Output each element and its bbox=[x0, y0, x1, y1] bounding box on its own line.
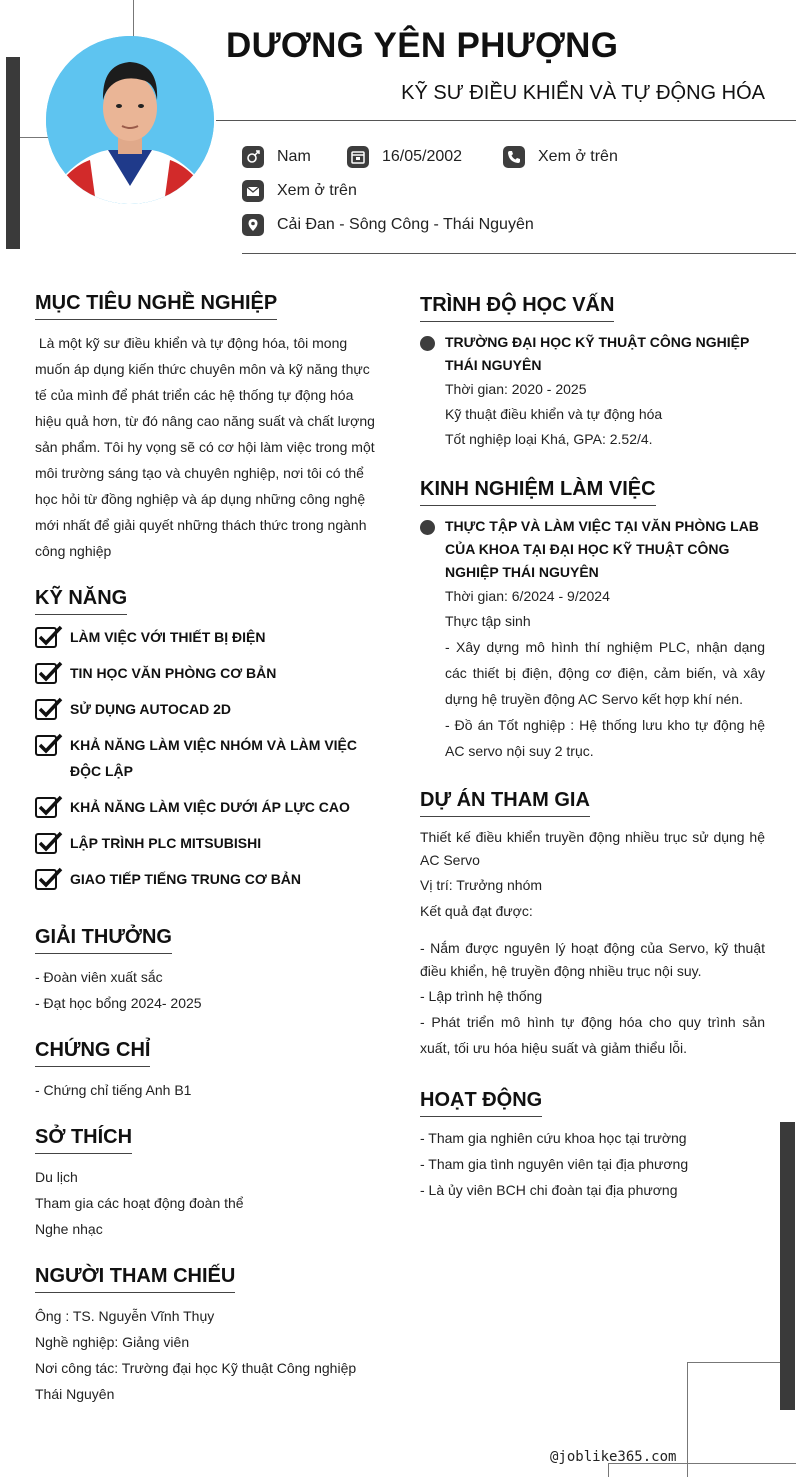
experience-entry bbox=[445, 515, 765, 764]
checkbox-icon bbox=[35, 732, 63, 756]
reference-line: Nghề nghiệp: Giảng viên bbox=[35, 1334, 190, 1350]
project-name: Thiết kế điều khiển truyền động nhiều trục sử dụng hệ AC Servo bbox=[420, 829, 765, 868]
checkbox-icon bbox=[35, 830, 63, 854]
checkbox-icon bbox=[35, 660, 63, 684]
checkbox-icon bbox=[35, 624, 63, 648]
skill-label: KHẢ NĂNG LÀM VIỆC DƯỚI ÁP LỰC CAO bbox=[70, 799, 350, 815]
objective-title: MỤC TIÊU NGHỀ NGHIỆP bbox=[35, 292, 277, 320]
left-deco-bar bbox=[6, 57, 20, 249]
objective-line: muốn áp dụng kiến thức chuyên môn và kỹ năng thực bbox=[35, 361, 370, 377]
corner-line-v bbox=[687, 1362, 688, 1477]
education-entry bbox=[445, 331, 765, 452]
gender-info bbox=[242, 146, 311, 168]
objective-text bbox=[35, 330, 395, 564]
corner-line-h bbox=[687, 1362, 780, 1363]
footer-watermark: @joblike365.com bbox=[550, 1449, 677, 1465]
project-result: - Lập trình hệ thống bbox=[420, 988, 543, 1004]
reference-line: Ông : TS. Nguyễn Vĩnh Thụy bbox=[35, 1308, 215, 1324]
header-divider-bottom bbox=[242, 253, 796, 254]
education-time: Thời gian: 2020 - 2025 bbox=[445, 381, 587, 397]
activity-item: - Tham gia nghiên cứu khoa học tại trường bbox=[420, 1130, 687, 1146]
candidate-name: DƯƠNG YÊN PHƯỢNG bbox=[226, 26, 619, 65]
skill-item bbox=[35, 624, 385, 650]
calendar-icon bbox=[347, 146, 369, 168]
references-title: NGƯỜI THAM CHIẾU bbox=[35, 1265, 235, 1293]
left-horizontal-line bbox=[20, 137, 48, 138]
job-title: KỸ SƯ ĐIỀU KHIỂN VÀ TỰ ĐỘNG HÓA bbox=[401, 82, 765, 104]
skill-label: KHẢ NĂNG LÀM VIỆC NHÓM VÀ LÀM VIỆC ĐỘC LẬP bbox=[70, 737, 357, 779]
objective-line: môi trường sáng tạo và chuyên nghiệp, nơi tôi có thể bbox=[35, 465, 364, 481]
checkbox-icon bbox=[35, 794, 63, 818]
experience-time: Thời gian: 6/2024 - 9/2024 bbox=[445, 588, 610, 604]
project-entry bbox=[420, 826, 765, 1061]
skill-item bbox=[35, 830, 385, 856]
skill-label: LÀM VIỆC VỚI THIẾT BỊ ĐIỆN bbox=[70, 629, 266, 645]
gender-icon bbox=[242, 146, 264, 168]
skill-item bbox=[35, 732, 385, 784]
address-value: Cải Đan - Sông Công - Thái Nguyên bbox=[277, 216, 534, 233]
objective-line: tế của mình để phát triển các hệ thống tự động hóa bbox=[35, 387, 354, 403]
objective-line: Là một kỹ sư điều khiển và tự động hóa, tôi mong bbox=[35, 335, 348, 351]
skill-item bbox=[35, 866, 385, 892]
email-icon bbox=[242, 180, 264, 202]
activity-item: - Là ủy viên BCH chi đoàn tại địa phương bbox=[420, 1182, 678, 1198]
corner-line-v2 bbox=[608, 1463, 609, 1477]
right-deco-bar bbox=[780, 1122, 795, 1410]
person-photo-icon bbox=[46, 36, 214, 204]
experience-title: KINH NGHIỆM LÀM VIỆC bbox=[420, 478, 656, 506]
skills-title: KỸ NĂNG bbox=[35, 587, 127, 615]
projects-title: DỰ ÁN THAM GIA bbox=[420, 789, 590, 817]
references-text bbox=[35, 1303, 395, 1407]
address-info bbox=[242, 214, 534, 236]
education-result: Tốt nghiệp loại Khá, GPA: 2.52/4. bbox=[445, 431, 653, 447]
certificate-item: - Chứng chỉ tiếng Anh B1 bbox=[35, 1082, 192, 1098]
birthday-value: 16/05/2002 bbox=[382, 148, 463, 165]
award-item: - Đoàn viên xuất sắc bbox=[35, 969, 163, 985]
skill-label: SỬ DỤNG AUTOCAD 2D bbox=[70, 701, 231, 717]
experience-desc: - Đồ án Tốt nghiệp : Hệ thống lưu kho tự động hệ AC servo nội suy 2 trục. bbox=[445, 717, 765, 759]
project-result: - Phát triển mô hình tự động hóa cho quy trình sản xuất, tối ưu hóa hiệu suất và giảm thiểu lỗi. bbox=[420, 1014, 765, 1056]
checkbox-icon bbox=[35, 866, 63, 890]
project-position: Vị trí: Trưởng nhóm bbox=[420, 877, 543, 893]
checkbox-icon bbox=[35, 696, 63, 720]
skill-item bbox=[35, 794, 385, 820]
project-result-label: Kết quả đạt được: bbox=[420, 903, 533, 919]
objective-line: học hỏi từ đồng nghiệp và áp dụng những công nghệ bbox=[35, 491, 366, 507]
activities-list bbox=[420, 1125, 765, 1203]
award-item: - Đạt học bổng 2024- 2025 bbox=[35, 995, 202, 1011]
objective-line: công nghiệp bbox=[35, 543, 112, 559]
skill-item bbox=[35, 660, 385, 686]
objective-line: hiệu quả hơn, từ đó nâng cao năng suất và chất lượng bbox=[35, 413, 375, 429]
project-result: - Nắm được nguyên lý hoạt động của Servo, kỹ thuật điều khiển, hệ truyền động nhiều trục nội suy. bbox=[420, 940, 765, 979]
birthday-info bbox=[347, 146, 462, 168]
awards-list bbox=[35, 964, 395, 1016]
education-major: Kỹ thuật điều khiển và tự động hóa bbox=[445, 406, 663, 422]
hobby-item: Nghe nhạc bbox=[35, 1221, 103, 1237]
activities-title: HOẠT ĐỘNG bbox=[420, 1089, 542, 1117]
email-value: Xem ở trên bbox=[277, 182, 357, 199]
reference-line: Thái Nguyên bbox=[35, 1386, 115, 1402]
certificates-title: CHỨNG CHỈ bbox=[35, 1039, 150, 1067]
education-title: TRÌNH ĐỘ HỌC VẤN bbox=[420, 294, 614, 322]
phone-value: Xem ở trên bbox=[538, 148, 618, 165]
hobbies-list bbox=[35, 1164, 395, 1242]
hobbies-title: SỞ THÍCH bbox=[35, 1126, 132, 1154]
top-vertical-line bbox=[133, 0, 134, 38]
phone-info bbox=[503, 146, 618, 168]
skill-label: GIAO TIẾP TIẾNG TRUNG CƠ BẢN bbox=[70, 871, 302, 887]
location-icon bbox=[242, 214, 264, 236]
bullet-icon bbox=[420, 336, 435, 351]
education-school: TRƯỜNG ĐẠI HỌC KỸ THUẬT CÔNG NGHIỆP THÁI NGUYÊN bbox=[445, 334, 750, 373]
skill-item bbox=[35, 696, 385, 722]
certificates-list bbox=[35, 1077, 395, 1103]
skill-label: LẬP TRÌNH PLC MITSUBISHI bbox=[70, 835, 262, 851]
awards-title: GIẢI THƯỞNG bbox=[35, 926, 172, 954]
activity-item: - Tham gia tình nguyên viên tại địa phương bbox=[420, 1156, 689, 1172]
phone-icon bbox=[503, 146, 525, 168]
experience-role: Thực tập sinh bbox=[445, 613, 531, 629]
objective-line: sản phẩm. Tôi hy vọng sẽ có cơ hội làm việc trong một bbox=[35, 439, 375, 455]
reference-line: Nơi công tác: Trường đại học Kỹ thuật Công nghiệp bbox=[35, 1360, 357, 1376]
gender-value: Nam bbox=[277, 148, 311, 165]
email-info bbox=[242, 180, 357, 202]
experience-desc: - Xây dựng mô hình thí nghiệm PLC, nhận dạng các thiết bị điện, động cơ điện, cảm biến, và xây dựng hệ truyền động AC Servo kết hợp khí nén. bbox=[445, 639, 765, 707]
skill-label: TIN HỌC VĂN PHÒNG CƠ BẢN bbox=[70, 665, 277, 681]
hobby-item: Du lịch bbox=[35, 1169, 78, 1185]
header-divider-top bbox=[216, 120, 796, 121]
experience-head: THỰC TẬP VÀ LÀM VIỆC TẠI VĂN PHÒNG LAB CỦA KHOA TẠI ĐẠI HỌC KỸ THUẬT CÔNG NGHIỆP THÁI NGUYÊN bbox=[445, 518, 759, 580]
avatar bbox=[46, 36, 214, 204]
objective-line: mới nhất để giải quyết những thách thức trong ngành bbox=[35, 517, 367, 533]
bullet-icon bbox=[420, 520, 435, 535]
hobby-item: Tham gia các hoạt động đoàn thể bbox=[35, 1195, 244, 1211]
